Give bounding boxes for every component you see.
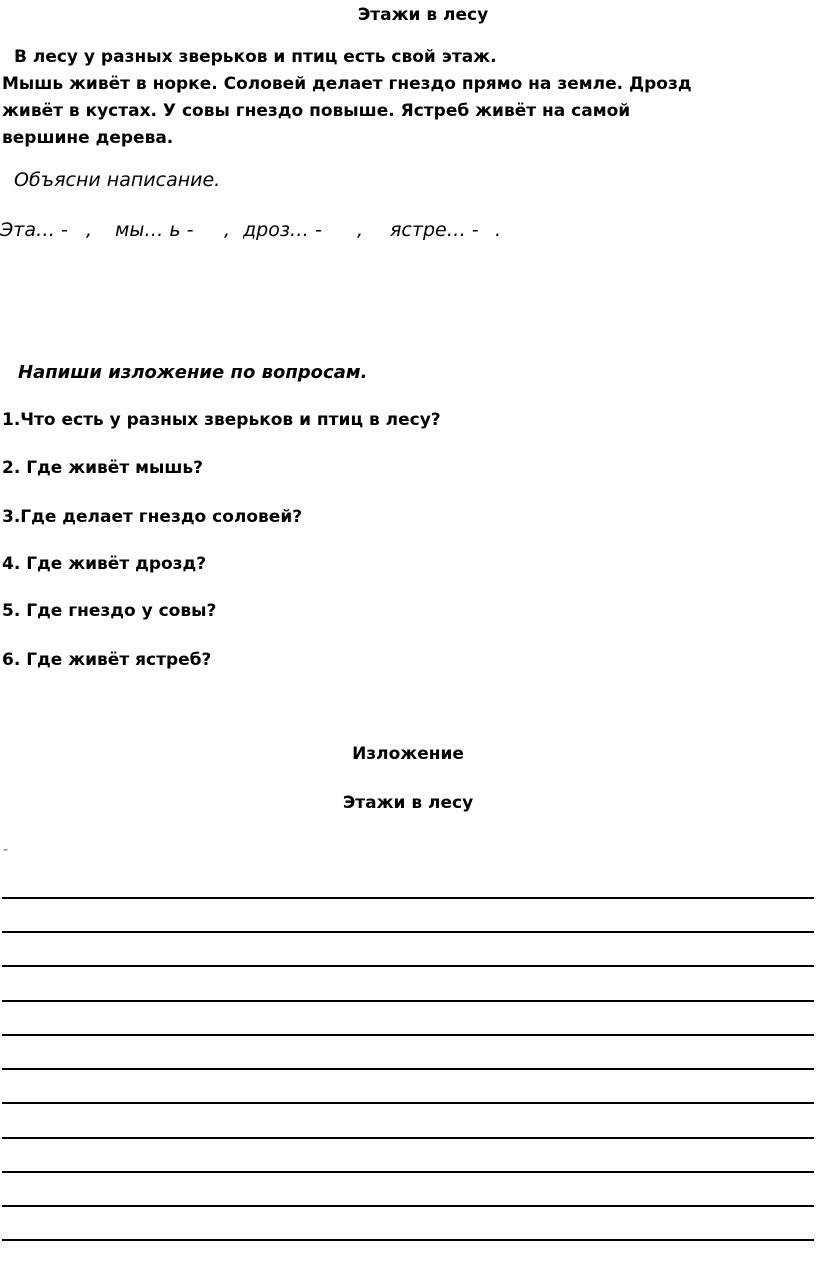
writing-line — [2, 1171, 814, 1173]
question-3: 3.Где делает гнездо соловей? — [2, 507, 303, 527]
writing-line — [2, 1034, 814, 1036]
writing-line — [2, 1068, 814, 1070]
word-comma: , — [357, 219, 364, 241]
essay-title: Этажи в лесу — [342, 793, 474, 813]
question-1: 1.Что есть у разных зверьков и птиц в лесу? — [2, 410, 441, 430]
word-yastreb: ястре… - — [390, 219, 479, 241]
story-line-4: вершине дерева. — [2, 128, 174, 148]
question-2: 2. Где живёт мышь? — [2, 458, 204, 478]
page-title: Этажи в лесу — [357, 5, 489, 25]
task1-instruction: Объясни написание. — [14, 169, 221, 191]
question-5: 5. Где гнездо у совы? — [2, 601, 217, 621]
writing-line — [2, 1102, 814, 1104]
word-eta: Эта… - — [0, 219, 68, 241]
essay-dash: - — [3, 842, 9, 858]
writing-line — [2, 1239, 814, 1241]
task2-instruction: Напиши изложение по вопросам. — [18, 362, 368, 383]
question-4: 4. Где живёт дрозд? — [2, 554, 207, 574]
writing-line — [2, 1137, 814, 1139]
question-6: 6. Где живёт ястреб? — [2, 650, 212, 670]
story-line-1: В лесу у разных зверьков и птиц есть свой этаж. — [14, 47, 497, 67]
story-paragraph — [2, 44, 802, 152]
essay-heading: Изложение — [352, 744, 464, 764]
story-line-3: живёт в кустах. У совы гнездо повыше. Ястреб живёт на самой — [2, 101, 631, 121]
writing-line — [2, 965, 814, 967]
word-mysh: мы… ь - — [115, 219, 194, 241]
story-line-2: Мышь живёт в норке. Соловей делает гнездо прямо на земле. Дрозд — [2, 74, 692, 94]
writing-line — [2, 1000, 814, 1002]
writing-line — [2, 931, 814, 933]
writing-line — [2, 897, 814, 899]
word-comma: , — [224, 219, 231, 241]
word-comma: , — [86, 219, 93, 241]
word-period: . — [495, 219, 502, 241]
writing-line — [2, 1205, 814, 1207]
word-drozd: дроз… - — [243, 219, 322, 241]
